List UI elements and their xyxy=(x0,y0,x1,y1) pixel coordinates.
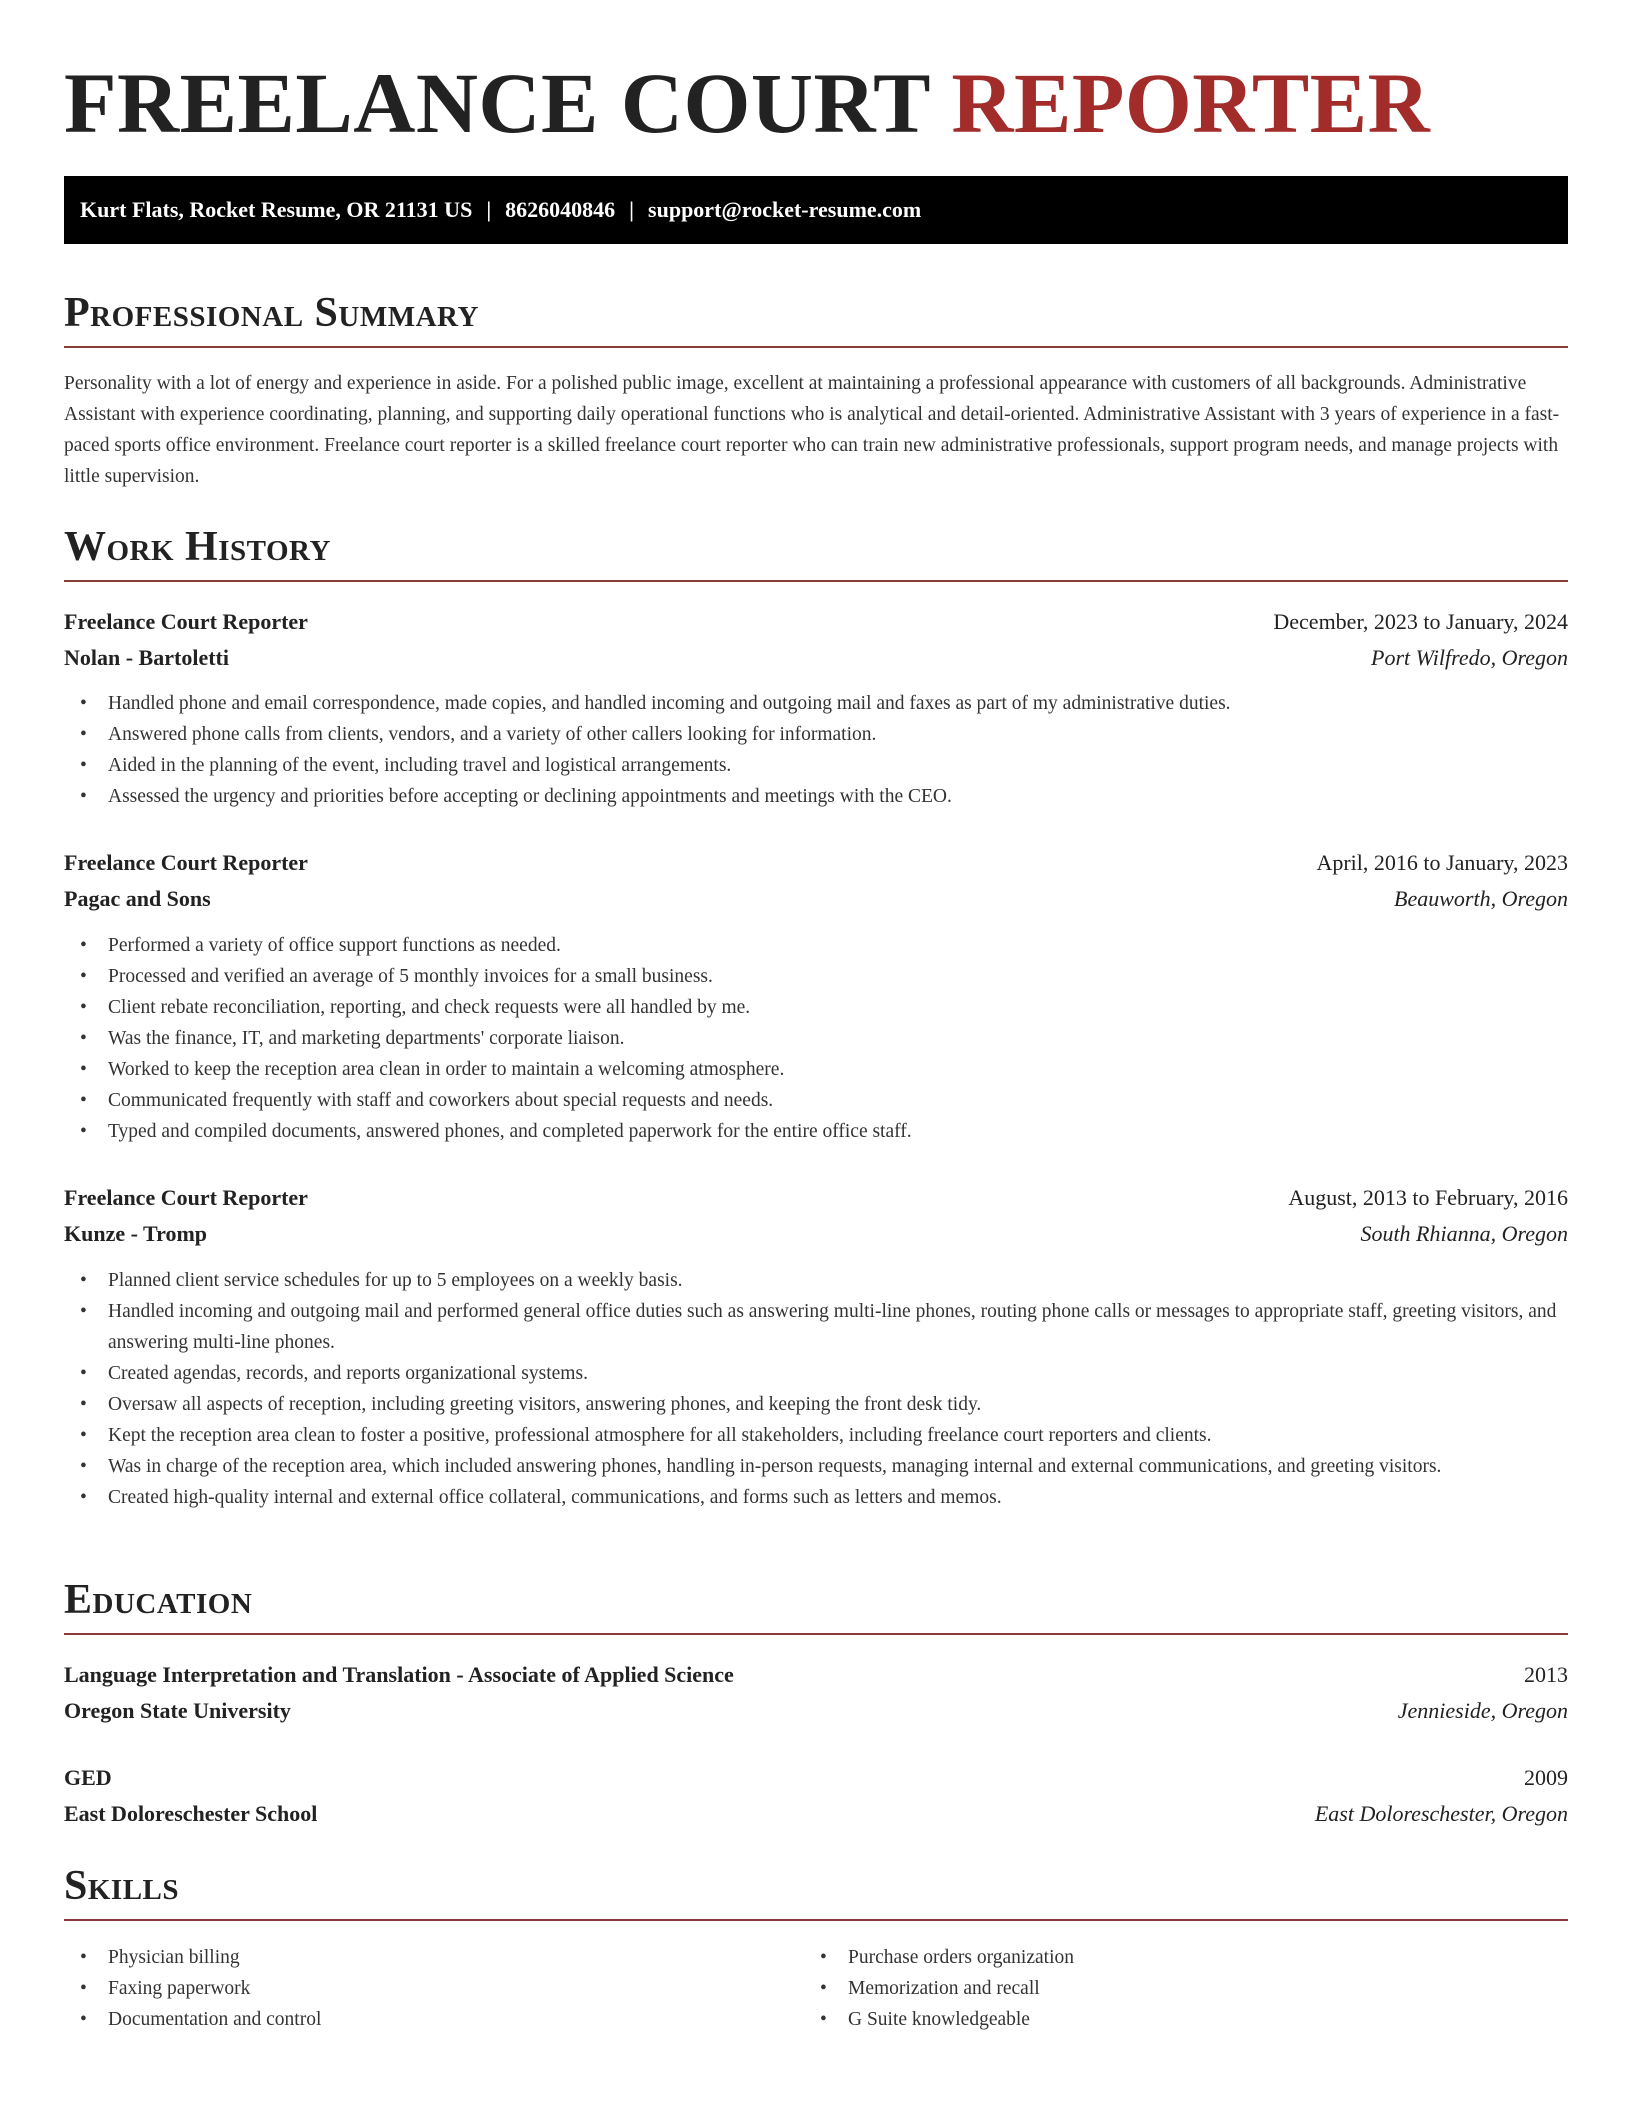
job-header-row xyxy=(64,605,1568,639)
section-title-work-history: Work History xyxy=(64,524,1568,582)
job-company: Nolan - Bartoletti xyxy=(64,645,229,670)
list-item: • Assessed the urgency and priorities before accepting or declining appointments and meetings with the CEO. xyxy=(64,781,1568,812)
list-item: • Was the finance, IT, and marketing departments' corporate liaison. xyxy=(64,1023,1568,1054)
education-location: East Doloreschester, Oregon xyxy=(1314,1801,1568,1826)
contact-bar xyxy=(64,176,1568,244)
education-year: 2013 xyxy=(1524,1662,1568,1687)
skill-item: • Memorization and recall xyxy=(804,1973,1568,2004)
job-bullets xyxy=(64,930,1568,1147)
list-item: • Created high-quality internal and external office collateral, communications, and forms such as letters and memos. xyxy=(64,1482,1568,1513)
job-dates: August, 2013 to February, 2016 xyxy=(1288,1185,1568,1210)
job-company-row xyxy=(64,641,1568,675)
job-title: Freelance Court Reporter xyxy=(64,609,308,634)
list-item: • Typed and compiled documents, answered phones, and completed paperwork for the entire office staff. xyxy=(64,1116,1568,1147)
job-company-row xyxy=(64,882,1568,916)
job-bullets xyxy=(64,688,1568,812)
skill-item: • Physician billing xyxy=(64,1942,804,1973)
education-school: East Doloreschester School xyxy=(64,1801,318,1826)
contact-separator: | xyxy=(486,197,492,222)
job-dates: December, 2023 to January, 2024 xyxy=(1273,609,1568,634)
job-title: Freelance Court Reporter xyxy=(64,1185,308,1210)
job-dates: April, 2016 to January, 2023 xyxy=(1316,850,1568,875)
job-location: South Rhianna, Oregon xyxy=(1360,1221,1568,1246)
skills-list-right xyxy=(804,1942,1568,2035)
list-item: • Performed a variety of office support functions as needed. xyxy=(64,930,1568,961)
section-title-skills: Skills xyxy=(64,1863,1568,1921)
contact-phone[interactable]: 8626040846 xyxy=(505,197,616,222)
education-header-row xyxy=(64,1658,1568,1692)
list-item: • Kept the reception area clean to foster a positive, professional atmosphere for all stakeholders, including freelance court reporters and clients. xyxy=(64,1420,1568,1451)
list-item: • Handled incoming and outgoing mail and performed general office duties such as answering multi-line phones, routing phone calls or messages to appropriate staff, greeting visitors, and answering multi-line phones. xyxy=(64,1296,1568,1358)
list-item: • Communicated frequently with staff and coworkers about special requests and needs. xyxy=(64,1085,1568,1116)
list-item: • Oversaw all aspects of reception, including greeting visitors, answering phones, and keeping the front desk tidy. xyxy=(64,1389,1568,1420)
job-location: Port Wilfredo, Oregon xyxy=(1371,645,1568,670)
section-title-summary: Professional Summary xyxy=(64,290,1568,348)
list-item: • Created agendas, records, and reports organizational systems. xyxy=(64,1358,1568,1389)
title-main: FREELANCE COURT xyxy=(64,55,930,151)
education-degree: GED xyxy=(64,1765,112,1790)
resume-title xyxy=(64,52,1430,155)
skills-list-left xyxy=(64,1942,804,2035)
education-degree: Language Interpretation and Translation - Associate of Applied Science xyxy=(64,1662,734,1687)
list-item: • Handled phone and email correspondence, made copies, and handled incoming and outgoing mail and faxes as part of my administrative duties. xyxy=(64,688,1568,719)
skill-item: • Purchase orders organization xyxy=(804,1942,1568,1973)
list-item: • Aided in the planning of the event, including travel and logistical arrangements. xyxy=(64,750,1568,781)
list-item: • Planned client service schedules for up to 5 employees on a weekly basis. xyxy=(64,1265,1568,1296)
skill-item: • Faxing paperwork xyxy=(64,1973,804,2004)
skill-item: • G Suite knowledgeable xyxy=(804,2004,1568,2035)
education-header-row xyxy=(64,1761,1568,1795)
contact-address: Kurt Flats, Rocket Resume, OR 21131 US xyxy=(80,197,473,222)
job-header-row xyxy=(64,846,1568,880)
job-location: Beauworth, Oregon xyxy=(1394,886,1568,911)
education-school: Oregon State University xyxy=(64,1698,291,1723)
contact-separator: | xyxy=(629,197,635,222)
job-company: Pagac and Sons xyxy=(64,886,211,911)
contact-email[interactable]: support@rocket-resume.com xyxy=(648,197,922,222)
job-header-row xyxy=(64,1181,1568,1215)
title-accent: REPORTER xyxy=(951,55,1431,151)
skill-item: • Documentation and control xyxy=(64,2004,804,2035)
education-school-row xyxy=(64,1797,1568,1831)
section-title-education: Education xyxy=(64,1577,1568,1635)
list-item: • Client rebate reconciliation, reporting, and check requests were all handled by me. xyxy=(64,992,1568,1023)
list-item: • Worked to keep the reception area clean in order to maintain a welcoming atmosphere. xyxy=(64,1054,1568,1085)
job-title: Freelance Court Reporter xyxy=(64,850,308,875)
job-company-row xyxy=(64,1217,1568,1251)
summary-text: Personality with a lot of energy and experience in aside. For a polished public image, excellent at maintaining a professional appearance with customers of all backgrounds. Administrative Assistant with experience coordinating, planning, and supporting daily operational functions who is analytical and detail-oriented. Administrative Assistant with 3 years of experience in a fast-paced sports office environment. Freelance court reporter is a skilled freelance court reporter who can train new administrative professionals, support program needs, and manage projects with little supervision. xyxy=(64,373,1560,487)
list-item: • Processed and verified an average of 5 monthly invoices for a small business. xyxy=(64,961,1568,992)
list-item: • Was in charge of the reception area, which included answering phones, handling in-person requests, managing internal and external communications, and greeting visitors. xyxy=(64,1451,1568,1482)
list-item: • Answered phone calls from clients, vendors, and a variety of other callers looking for information. xyxy=(64,719,1568,750)
education-school-row xyxy=(64,1694,1568,1728)
job-company: Kunze - Tromp xyxy=(64,1221,208,1246)
education-location: Jennieside, Oregon xyxy=(1397,1698,1568,1723)
job-bullets xyxy=(64,1265,1568,1513)
education-year: 2009 xyxy=(1524,1765,1568,1790)
